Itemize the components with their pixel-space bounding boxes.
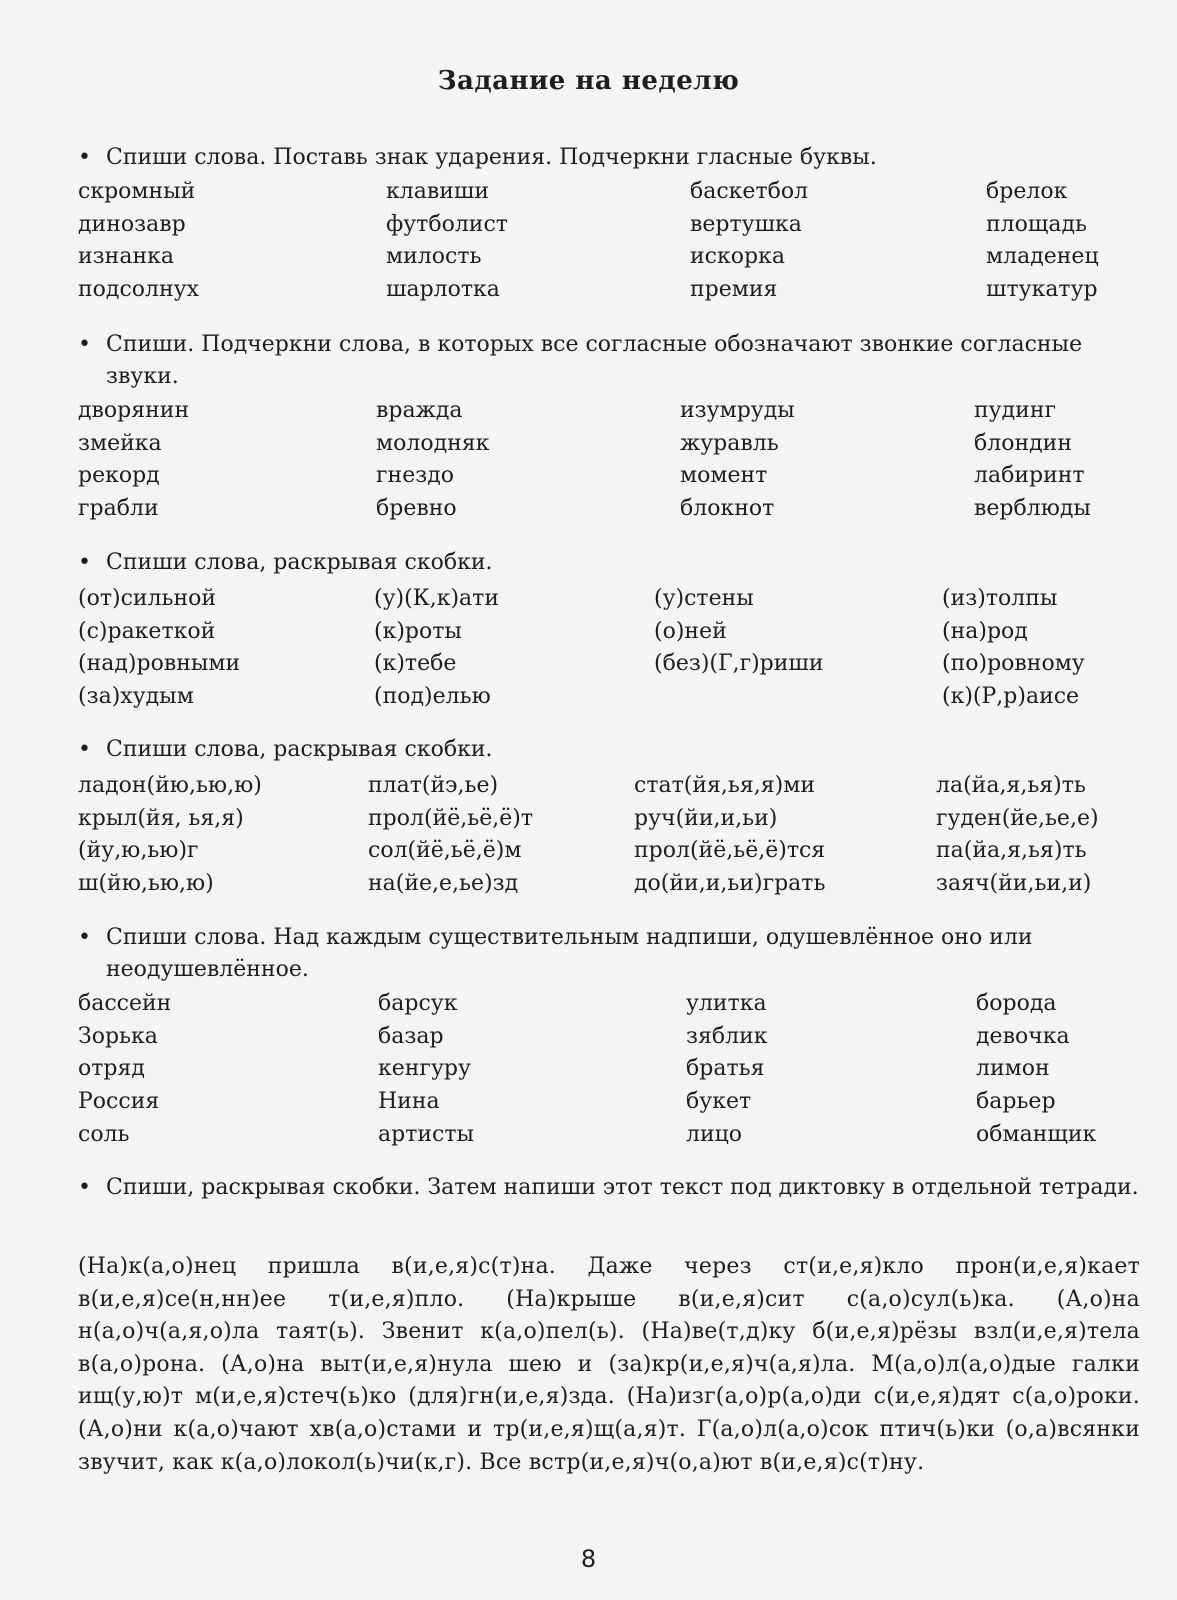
bullet-icon: • [78,550,91,575]
word-cell: руч(йи,и,ьи) [634,805,778,831]
word-cell: обманщик [976,1121,1097,1147]
word-cell: брелок [986,179,1068,204]
word-cell: младенец [986,244,1099,270]
word-cell: борода [976,991,1057,1016]
word-cell: базар [378,1023,444,1049]
word-cell: на(йе,е,ье)зд [368,871,519,897]
word-cell: Нина [378,1089,440,1115]
word-cell: ла(йа,я,ья)ть [936,773,1086,798]
word-cell: ладон(йю,ью,ю) [78,773,262,798]
word-cell: (на)род [942,618,1028,644]
instruction-text: Спиши слова, раскрывая скобки. [106,737,493,762]
word-cell: (от)сильной [78,586,217,611]
word-cell: отряд [78,1056,145,1082]
word-cell: лабиринт [974,463,1085,489]
word-cell: братья [686,1056,765,1082]
word-cell: гуден(йе,ье,е) [936,805,1099,831]
word-cell: букет [686,1089,752,1115]
word-cell: дворянин [78,398,190,423]
word-cell: (без)(Г,г)риши [654,651,824,677]
page-number: 8 [580,1545,597,1573]
word-table [78,395,1140,526]
word-cell: соль [78,1121,130,1147]
word-cell: Зорька [78,1023,158,1049]
word-cell: изнанка [78,244,174,270]
word-cell: барсук [378,991,458,1016]
page-title: Задание на неделю [437,66,740,96]
bullet-icon: • [78,737,91,762]
word-cell: гнездо [376,463,454,489]
word-cell: (из)толпы [942,586,1058,611]
word-cell: вертушка [690,211,802,237]
word-cell: искорка [690,244,785,270]
word-cell: изумруды [680,398,795,423]
word-cell: заяч(йи,ьи,и) [936,871,1092,897]
word-cell: верблюды [974,496,1091,522]
word-cell: молодняк [376,430,490,456]
word-cell: змейка [78,430,162,456]
word-cell: вражда [376,398,463,423]
word-cell: девочка [976,1023,1070,1049]
word-cell: (по)ровному [942,651,1085,677]
word-cell: блокнот [680,496,775,522]
instruction-text: Спиши слова, раскрывая скобки. [106,550,493,575]
instruction-text: Спиши, раскрывая скобки. Затем напиши этот текст под диктовку в отдельной тетради. [106,1175,1139,1200]
word-cell: (у)(К,к)ати [374,586,499,611]
word-cell: динозавр [78,211,186,237]
word-cell: шарлотка [386,277,500,303]
word-cell: (за)худым [78,684,194,710]
word-cell: артисты [378,1121,475,1147]
word-cell: штукатур [986,277,1098,303]
word-cell: (под)елью [374,684,491,710]
word-cell [654,681,942,714]
word-cell: подсолнух [78,277,200,303]
word-cell: барьер [976,1089,1056,1115]
word-cell: клавиши [386,179,490,204]
word-cell: (у)стены [654,586,754,611]
task-instruction [78,142,1140,174]
word-cell: крыл(йя, ья,я) [78,805,244,831]
word-cell: (к)тебе [374,651,457,677]
bullet-icon: • [78,145,91,170]
word-cell: момент [680,463,768,489]
word-cell: грабли [78,496,159,522]
word-cell: (йу,ю,ью)г [78,838,199,864]
word-cell: лицо [686,1121,743,1147]
task-instruction [78,547,1140,579]
word-cell: Россия [78,1089,160,1115]
word-cell: премия [690,277,778,303]
word-cell: рекорд [78,463,160,489]
word-cell: (о)ней [654,618,727,644]
instruction-text: Спиши. Подчеркни слова, в которых все согласные обозначают звонкие согласные звуки. [106,332,1083,389]
word-cell: плат(йэ,ье) [368,773,499,798]
task-instruction [78,329,1140,393]
word-table [78,176,1140,307]
word-table [78,583,1140,714]
task-instruction [78,922,1140,986]
word-cell: блондин [974,430,1073,456]
word-cell: па(йа,я,ья)ть [936,838,1087,864]
word-cell: площадь [986,211,1087,237]
word-cell: (к)(Р,р)аисе [942,684,1080,710]
task-instruction [78,1172,1140,1204]
word-cell: до(йи,и,ьи)грать [634,871,826,897]
word-cell: (с)ракеткой [78,618,216,644]
word-cell: милость [386,244,482,270]
word-table [78,770,1140,901]
word-cell: пудинг [974,398,1057,423]
bullet-icon: • [78,332,91,357]
task-instruction [78,734,1140,766]
word-cell: (над)ровными [78,651,241,677]
dictation-text: (На)к(а,о)нец пришла в(и,е,я)с(т)на. Даже через ст(и,е,я)кло прон(и,е,я)кает в(и,е,я)се(н,нн)ее т(и,е,я)пло. (На)крыше в(и,е,я)сит с(а,о)сул(ь)ка. (А,о)на н(а,о)ч(а,я,о)ла таят(ь). Звенит к(а,о)пел(ь). (На)ве(т,д)ку б(и,е,я)рёзы взл(и,е,я)тела в(а,о)рона. (А,о)на выт(и,е,я)нула шею и (за)кр(и,е,я)ч(а,я)ла. М(а,о)л(а,о)дые галки ищ(у,ю)т м(и,е,я)стеч(ь)ко (для)гн(и,е,я)зда. (На)изг(а,о)р(а,о)ди с(и,е,я)дят с(а,о)роки. (А,о)ни к(а,о)чают хв(а,о)стами и тр(и,е,я)щ(а,я)т. Г(а,о)л(а,о)сок птич(ь)ки (о,а)всянки звучит, как к(а,о)локол(ь)чи(к,г). Все встр(и,е,я)ч(о,а)ют в(и,е,я)с(т)ну. [78,1254,1140,1475]
word-cell: баскетбол [690,179,809,204]
word-cell: бревно [376,496,457,522]
word-cell: кенгуру [378,1056,471,1082]
word-cell: скромный [78,179,196,204]
word-cell: бассейн [78,991,172,1016]
bullet-icon: • [78,1175,91,1200]
word-cell: футболист [386,211,508,237]
word-cell: лимон [976,1056,1050,1082]
word-cell: журавль [680,430,779,456]
word-cell: стат(йя,ья,я)ми [634,773,815,798]
instruction-text: Спиши слова. Над каждым существительным надпиши, одушевлённое оно или неодушевлённое. [106,925,1033,982]
word-cell: прол(йё,ьё,ё)тся [634,838,826,864]
word-cell: улитка [686,991,767,1016]
word-cell: зяблик [686,1023,768,1049]
word-table [78,988,1140,1151]
word-cell: прол(йё,ьё,ё)т [368,805,533,831]
word-cell: ш(йю,ью,ю) [78,871,214,897]
bullet-icon: • [78,925,91,950]
word-cell: (к)роты [374,618,462,644]
word-cell: сол(йё,ьё,ё)м [368,838,522,864]
instruction-text: Спиши слова. Поставь знак ударения. Подчеркни гласные буквы. [106,145,877,170]
